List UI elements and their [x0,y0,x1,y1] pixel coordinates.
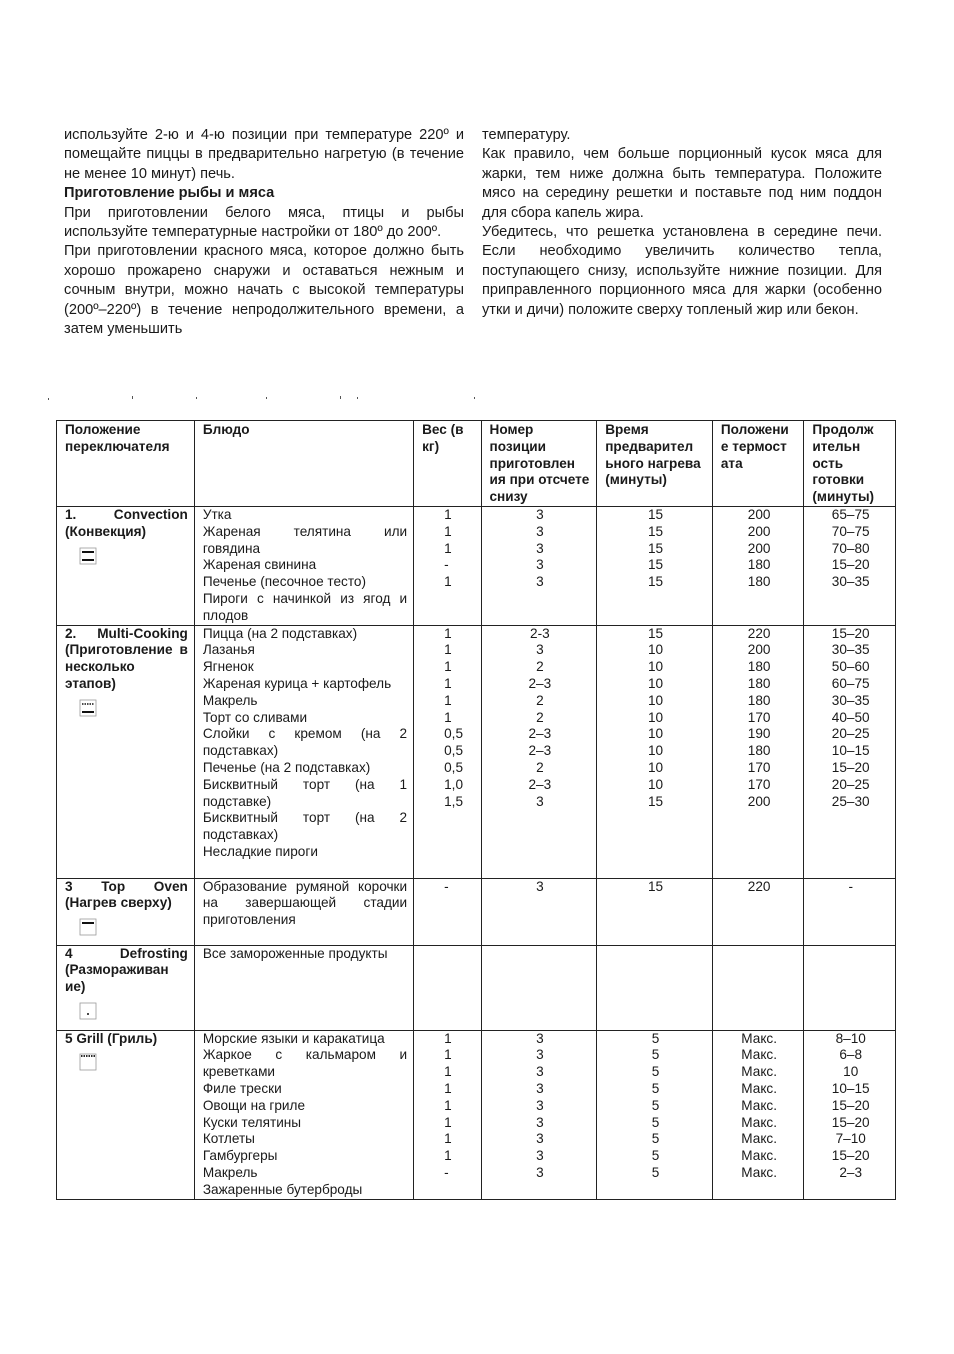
weight-value: 1 [444,1097,452,1113]
duration-value: 20–25 [831,726,870,742]
duration-value: 15–20 [831,625,870,641]
duration-value: 70–75 [831,523,870,539]
section-heading: Приготовление рыбы и мяса [64,185,275,202]
mode-label: 4 Defrosting (Размораживан ие) [65,945,188,995]
weight-value: 1 [444,1080,452,1096]
weight-cell [414,625,481,878]
position-value: 3 [536,523,544,539]
left-column [64,126,464,339]
right-paragraph-3: Убедитесь, что решетка установлена в середине печи. Если необходимо увеличить количество тепла, поступающего снизу, используйте нижние позиции. Для приправленного порционного мяса для жарки (особенно утки и дичи) положите сверху топленый жир или бекон. [482,224,882,318]
preheat-value: 15 [647,625,664,641]
thermostat-value: Макс. [741,1097,777,1113]
position-value: 3 [536,574,544,590]
weight-value: 1 [444,642,452,658]
dish-cell [194,506,413,625]
left-paragraph-2: При приготовлении белого мяса, птицы и рыбы используйте температурные настройки от 180º до 200º. [64,204,464,241]
preheat-value: 15 [647,540,664,556]
position-value: 3 [536,557,544,573]
table-row [57,945,896,1030]
thermostat-value: 170 [747,776,771,792]
dish-item: Гамбургеры [202,1148,278,1164]
preheat-value: 10 [647,759,664,775]
preheat-cell [597,878,713,945]
table-row [57,625,896,878]
position-value: 3 [536,1064,544,1080]
mode-label: 5 Grill (Гриль) [65,1030,158,1046]
dish-item: Печенье (песочное тесто) [202,574,366,590]
table-header-row [57,421,896,507]
thermostat-value: 170 [747,759,771,775]
thermostat-value: 180 [747,675,771,691]
header-weight: Вес (в кг) [414,421,481,507]
weight-value: 1 [444,1064,452,1080]
preheat-value: 5 [651,1080,660,1096]
thermostat-value: 200 [747,642,771,658]
duration-cell [804,1030,896,1199]
duration-value: 15–20 [831,1148,870,1164]
position-value: 3 [536,506,544,522]
mode-cell [57,625,195,878]
dish-item: Морские языки и каракатица [202,1030,385,1046]
dish-item: Торт со сливами [202,709,308,725]
dish-item: Овощи на гриле [202,1097,306,1113]
dish-item: Куски телятины [202,1114,302,1130]
preheat-value: 5 [651,1148,660,1164]
header-preheat: Время предварител ьного нагрева (минуты) [597,421,713,507]
dish-cell [194,625,413,878]
table-row [57,878,896,945]
preheat-value: 5 [651,1047,660,1063]
header-duration: Продолж ительн ость готовки (минуты) [804,421,896,507]
position-value: 2-3 [530,625,550,641]
dish-item: Зажаренные бутерброды [202,1181,363,1197]
duration-value: 10–15 [831,743,870,759]
weight-value: 1 [444,1114,452,1130]
dish-item: Жареная свинина [202,557,317,573]
duration-value: 30–35 [831,642,870,658]
thermostat-value: 180 [747,659,771,675]
thermostat-value: 170 [747,709,771,725]
dish-item: Ягненок [202,659,254,675]
weight-value: 1 [444,1047,452,1063]
dish-cell [194,878,413,945]
weight-value: 0,5 [444,743,464,759]
duration-cell [804,878,896,945]
thermostat-cell [712,945,804,1030]
weight-value: 1,0 [444,776,464,792]
multi-cooking-icon [79,699,97,717]
preheat-value: 15 [647,523,664,539]
position-value: 2–3 [528,675,552,691]
header-thermostat: Положени е термост ата [712,421,804,507]
grill-icon [79,1053,97,1071]
dish-item: Пицца (на 2 подставках) [202,625,358,641]
duration-value: 15–20 [831,1114,870,1130]
mode-cell [57,1030,195,1199]
dish-item: Образование румяной корочки на завершающей стадии приготовления [202,878,408,928]
thermostat-value: 200 [747,540,771,556]
position-value: 2 [536,659,544,675]
preheat-cell [597,1030,713,1199]
weight-value: 1 [444,1030,452,1046]
position-value: 2 [536,692,544,708]
dish-item: Несладкие пироги [202,843,318,859]
header-mode: Положение переключателя [57,421,195,507]
weight-value: 1 [444,523,452,539]
faint-caption-marks [44,388,484,404]
position-value: 3 [536,793,544,809]
duration-cell [804,625,896,878]
preheat-cell [597,945,713,1030]
thermostat-value: 180 [747,692,771,708]
right-column [482,126,882,320]
preheat-value: 5 [651,1114,660,1130]
position-value: 2 [536,709,544,725]
position-value: 3 [536,1164,544,1180]
duration-value: 8–10 [835,1030,866,1046]
mode-label: 1. Convection (Конвекция) [65,506,188,539]
mode-cell [57,506,195,625]
dish-item: Утка [202,506,232,522]
duration-value: - [848,878,853,894]
mode-cell [57,945,195,1030]
position-cell [481,1030,597,1199]
weight-value: 1 [444,540,452,556]
position-value: 3 [536,1097,544,1113]
weight-value: 1 [444,709,452,725]
header-dish: Блюдо [194,421,413,507]
header-position: Номер позиции приготовлен ия при отсчете снизу [481,421,597,507]
position-cell [481,878,597,945]
position-value: 3 [536,1030,544,1046]
thermostat-value: 200 [747,793,771,809]
thermostat-value: Макс. [741,1030,777,1046]
position-value: 3 [536,1047,544,1063]
preheat-value: 10 [647,675,664,691]
preheat-value: 15 [647,557,664,573]
thermostat-value: Макс. [741,1131,777,1147]
weight-value: 0,5 [444,726,464,742]
duration-value: 15–20 [831,1097,870,1113]
duration-cell [804,506,896,625]
preheat-value: 10 [647,692,664,708]
duration-value: 50–60 [831,659,870,675]
duration-value: 25–30 [831,793,870,809]
weight-value: - [444,557,449,573]
position-value: 2–3 [528,743,552,759]
thermostat-value: 180 [747,743,771,759]
dish-item: Жареная курица + картофель [202,675,392,691]
table-row [57,506,896,625]
preheat-value: 5 [651,1164,660,1180]
weight-value: - [444,878,449,894]
duration-value: 15–20 [831,759,870,775]
preheat-value: 5 [651,1097,660,1113]
dish-item: Слойки с кремом (на 2 подставках) [202,726,408,759]
defrosting-icon [79,1002,97,1020]
preheat-value: 10 [647,743,664,759]
thermostat-cell [712,1030,804,1199]
position-value: 3 [536,878,544,894]
duration-value: 2–3 [839,1164,863,1180]
position-value: 3 [536,1131,544,1147]
left-paragraph-3: При приготовлении красного мяса, которое должно быть хорошо прожарено снаружи и оставаться нежным и сочным внутри, можно начать с высокой температуры (200º–220º) в течение непродолжительного времени, а затем уменьшить [64,243,464,338]
duration-value: 6–8 [839,1047,863,1063]
dish-item: Бисквитный торт (на 2 подставках) [202,810,408,843]
weight-cell [414,945,481,1030]
right-paragraph-2: Как правило, чем больше порционный кусок мяса для жарки, тем ниже должна быть температура. Положите мясо на середину решетки и поставьте под ним поддон для сбора капель жира. [482,146,882,221]
dish-item: Печенье (на 2 подставках) [202,759,371,775]
weight-value: 1 [444,659,452,675]
weight-value: 1 [444,574,452,590]
preheat-cell [597,506,713,625]
convection-icon [79,547,97,565]
position-value: 2–3 [528,726,552,742]
position-value: 3 [536,1148,544,1164]
weight-value: - [444,1164,449,1180]
position-value: 3 [536,1114,544,1130]
duration-value: 30–35 [831,692,870,708]
dish-item: Пироги с начинкой из ягод и плодов [202,590,408,623]
mode-cell [57,878,195,945]
thermostat-value: 200 [747,523,771,539]
thermostat-cell [712,625,804,878]
preheat-value: 15 [647,793,664,809]
weight-value: 1 [444,506,452,522]
thermostat-value: 180 [747,574,771,590]
dish-item: Все замороженные продукты [202,945,388,961]
preheat-value: 10 [647,776,664,792]
cooking-table [56,420,896,1200]
duration-cell [804,945,896,1030]
dish-item: Котлеты [202,1131,255,1147]
position-cell [481,506,597,625]
preheat-value: 5 [651,1064,660,1080]
weight-value: 0,5 [444,759,464,775]
position-value: 3 [536,540,544,556]
preheat-value: 10 [647,659,664,675]
duration-value: 30–35 [831,574,870,590]
preheat-value: 15 [647,574,664,590]
weight-value: 1 [444,1148,452,1164]
duration-value: 70–80 [831,540,870,556]
thermostat-cell [712,878,804,945]
thermostat-cell [712,506,804,625]
thermostat-value: 190 [747,726,771,742]
preheat-value: 15 [647,878,664,894]
preheat-value: 5 [651,1131,660,1147]
thermostat-value: 220 [747,625,771,641]
dish-item: Макрель [202,1164,258,1180]
top-oven-icon [79,918,97,936]
dish-item: Бисквитный торт (на 1 подставке) [202,776,408,809]
weight-cell [414,506,481,625]
duration-value: 10–15 [831,1080,870,1096]
position-cell [481,945,597,1030]
weight-value: 1 [444,675,452,691]
preheat-cell [597,625,713,878]
dish-cell [194,945,413,1030]
preheat-value: 10 [647,709,664,725]
position-value: 2 [536,759,544,775]
thermostat-value: Макс. [741,1047,777,1063]
duration-value: 10 [843,1064,859,1080]
thermostat-value: Макс. [741,1114,777,1130]
position-value: 3 [536,1080,544,1096]
thermostat-value: Макс. [741,1064,777,1080]
weight-cell [414,878,481,945]
thermostat-value: 220 [747,878,771,894]
mode-label: 3 Top Oven (Нагрев сверху) [65,878,188,911]
dish-item: Лазанья [202,642,255,658]
dish-item: Филе трески [202,1080,282,1096]
weight-value: 1 [444,692,452,708]
mode-label: 2. Multi-Cooking (Приготовление в несколько этапов) [65,625,188,691]
position-value: 2–3 [528,776,552,792]
thermostat-value: 180 [747,557,771,573]
preheat-value: 5 [651,1030,660,1046]
table-row [57,1030,896,1199]
dish-item: Жаркое с кальмаром и креветками [202,1047,408,1080]
left-paragraph-1: используйте 2-ю и 4-ю позиции при температуре 220º и помещайте пиццы в предварительно нагретую (в течение не менее 10 минут) печь. [64,127,464,182]
duration-value: 65–75 [831,506,870,522]
duration-value: 7–10 [835,1131,866,1147]
duration-value: 20–25 [831,776,870,792]
dish-cell [194,1030,413,1199]
position-value: 3 [536,642,544,658]
thermostat-value: Макс. [741,1164,777,1180]
weight-cell [414,1030,481,1199]
thermostat-value: Макс. [741,1080,777,1096]
weight-value: 1 [444,625,452,641]
duration-value: 40–50 [831,709,870,725]
dish-item: Жареная телятина или говядина [202,523,408,556]
dish-item: Макрель [202,692,258,708]
duration-value: 15–20 [831,557,870,573]
preheat-value: 10 [647,726,664,742]
position-cell [481,625,597,878]
right-paragraph-1: температуру. [482,127,571,143]
weight-value: 1 [444,1131,452,1147]
preheat-value: 15 [647,506,664,522]
thermostat-value: Макс. [741,1148,777,1164]
preheat-value: 10 [647,642,664,658]
thermostat-value: 200 [747,506,771,522]
duration-value: 60–75 [831,675,870,691]
weight-value: 1,5 [444,793,464,809]
